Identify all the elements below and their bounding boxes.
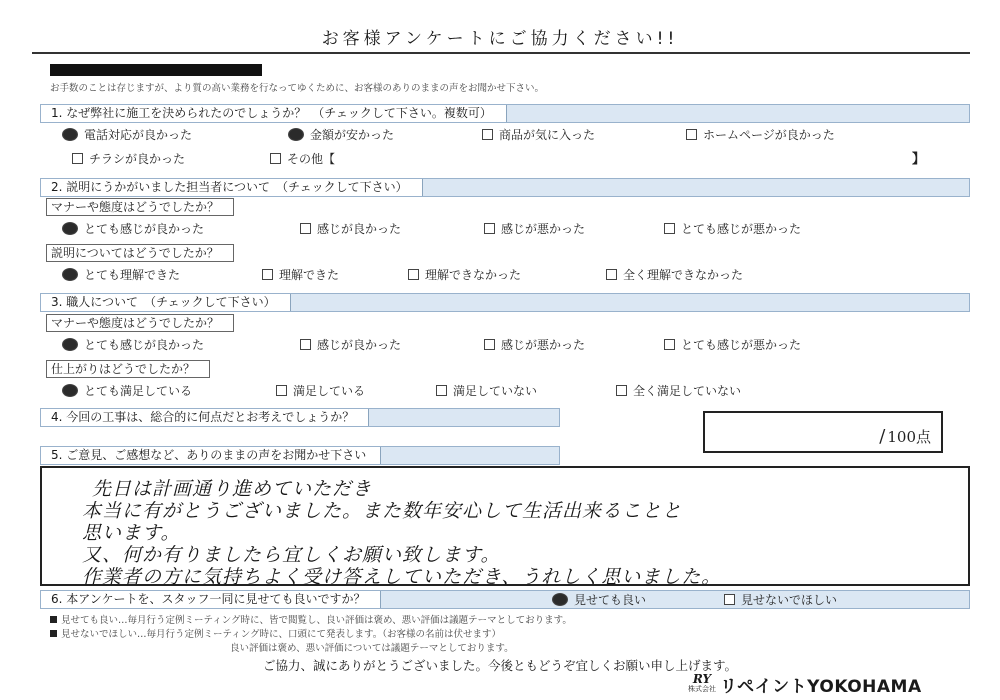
- section-3-header: [40, 293, 970, 312]
- option-label: とても理解できた: [84, 268, 181, 282]
- section-6-label: 6. 本アンケートを、スタッフ一同に見せても良いですか？: [41, 591, 381, 608]
- q2-explanation-option-4[interactable]: [606, 266, 743, 283]
- intro-text: お手数のことは存じますが、より質の高い業務を行なってゆくために、お客様のありのままの声をお聞かせ下さい。: [50, 83, 545, 94]
- section-4-label: 4. 今回の工事は、総合的に何点だとお考えでしょうか？: [41, 409, 369, 426]
- option-label: 見せても良い: [574, 593, 647, 607]
- q2-manner-option-3[interactable]: [484, 220, 585, 237]
- q1-option-price[interactable]: [288, 126, 394, 143]
- q2-explanation-option-1[interactable]: [62, 266, 180, 283]
- q1-option-label: 電話対応が良かった: [84, 128, 193, 142]
- checkbox-checked-icon[interactable]: [552, 593, 568, 606]
- q1-option-phone[interactable]: [62, 126, 192, 143]
- option-label: とても感じが悪かった: [681, 338, 802, 352]
- checkbox-icon[interactable]: [482, 129, 493, 140]
- handwritten-line-1: 先日は計画通り進めていただき: [92, 478, 373, 500]
- q2-explanation-subheading: 説明についてはどうでしたか？: [46, 244, 234, 262]
- option-label: とても感じが良かった: [84, 338, 205, 352]
- option-label: 感じが悪かった: [501, 338, 586, 352]
- score-slash: /: [879, 426, 886, 447]
- option-label: 感じが悪かった: [501, 222, 586, 236]
- checkbox-icon[interactable]: [724, 594, 735, 605]
- note-allow: [50, 612, 572, 626]
- q6-option-deny[interactable]: [724, 591, 837, 608]
- company-logo: [688, 672, 948, 696]
- logo-mark-text: RY: [692, 672, 712, 686]
- q6-option-allow[interactable]: [552, 591, 646, 608]
- score-input-box[interactable]: [703, 411, 943, 453]
- q3-finish-subheading: 仕上がりはどうでしたか？: [46, 360, 210, 378]
- checkbox-icon[interactable]: [300, 339, 311, 350]
- q3-finish-option-1[interactable]: [62, 382, 192, 399]
- logo-mark-sub: 株式会社: [688, 685, 716, 693]
- section-5-label: 5. ご意見、ご感想など、ありのままの声をお聞かせ下さい: [41, 447, 381, 464]
- q2-manner-subheading: マナーや態度はどうでしたか？: [46, 198, 234, 216]
- handwritten-line-4: 又、何か有りましたら宜しくお願い致します。: [82, 544, 501, 566]
- redacted-name-bar: [50, 64, 262, 76]
- checkbox-icon[interactable]: [664, 223, 675, 234]
- q1-option-label: その他【: [287, 152, 336, 166]
- q2-manner-option-2[interactable]: [300, 220, 401, 237]
- option-label: とても感じが良かった: [84, 222, 205, 236]
- option-label: とても満足している: [84, 384, 193, 398]
- checkbox-icon[interactable]: [616, 385, 627, 396]
- handwritten-line-5: 作業者の方に気持ちよく受け答えしていただき、うれしく思いました。: [82, 566, 722, 588]
- survey-title: お客様アンケートにご協力ください!!: [321, 29, 679, 49]
- q2-manner-option-4[interactable]: [664, 220, 801, 237]
- option-label: 全く満足していない: [633, 384, 742, 398]
- q1-option-label: ホームページが良かった: [703, 128, 835, 142]
- section-2-header: [40, 178, 970, 197]
- option-label: 理解できた: [279, 268, 340, 282]
- section-2-label: 2. 説明にうかがいました担当者について （チェックして下さい）: [41, 179, 423, 196]
- bullet-square-icon: [50, 630, 57, 637]
- checkbox-icon[interactable]: [436, 385, 447, 396]
- q1-option-label: チラシが良かった: [89, 152, 186, 166]
- checkbox-icon[interactable]: [262, 269, 273, 280]
- checkbox-checked-icon[interactable]: [62, 338, 78, 351]
- checkbox-icon[interactable]: [484, 339, 495, 350]
- option-label: 全く理解できなかった: [623, 268, 744, 282]
- section-5-header: [40, 446, 560, 465]
- section-3-label: 3. 職人について （チェックして下さい）: [41, 294, 291, 311]
- handwritten-line-2: 本当に有がとうございました。また数年安心して生活出来ることと: [82, 500, 683, 522]
- option-label: とても感じが悪かった: [681, 222, 802, 236]
- bullet-square-icon: [50, 616, 57, 623]
- checkbox-icon[interactable]: [686, 129, 697, 140]
- checkbox-icon[interactable]: [270, 153, 281, 164]
- checkbox-icon[interactable]: [300, 223, 311, 234]
- q3-manner-subheading: マナーや態度はどうでしたか？: [46, 314, 234, 332]
- company-name: リペイントYOKOHAMA: [720, 676, 922, 697]
- checkbox-checked-icon[interactable]: [288, 128, 304, 141]
- note-evaluation: 良い評価は褒め、悪い評価については議題テーマとしております。: [230, 643, 514, 654]
- checkbox-icon[interactable]: [408, 269, 419, 280]
- note-text: 見せないでほしい…毎月行う定例ミーティング時に、口頭にて発表します。（お客様の名前は伏せます）: [61, 629, 502, 640]
- checkbox-icon[interactable]: [484, 223, 495, 234]
- note-deny: [50, 626, 501, 640]
- option-label: 満足している: [293, 384, 366, 398]
- checkbox-icon[interactable]: [606, 269, 617, 280]
- company-logo-mark: [688, 674, 716, 694]
- option-label: 理解できなかった: [425, 268, 522, 282]
- section-1-label: 1. なぜ弊社に施工を決められたのでしょうか？ （チェックして下さい。複数可）: [41, 105, 507, 122]
- closing-message: ご協力、誠にありがとうございました。今後ともどうぞ宜しくお願い申し上げます。: [262, 658, 737, 673]
- q1-option-label: 金額が安かった: [310, 128, 395, 142]
- score-text: [879, 426, 931, 447]
- checkbox-icon[interactable]: [276, 385, 287, 396]
- note-text: 見せても良い…毎月行う定例ミーティング時に、皆で閲覧し、良い評価は褒め、悪い評価は議題テーマとしております。: [61, 615, 572, 626]
- option-label: 感じが良かった: [317, 222, 402, 236]
- q3-finish-option-3[interactable]: [436, 382, 537, 399]
- checkbox-checked-icon[interactable]: [62, 222, 78, 235]
- option-label: 見せないでほしい: [741, 593, 838, 607]
- q2-explanation-option-3[interactable]: [408, 266, 521, 283]
- q3-manner-option-2[interactable]: [300, 336, 401, 353]
- q1-option-other[interactable]: [270, 150, 335, 167]
- score-suffix: 100点: [887, 428, 931, 446]
- other-bracket-close: 】: [912, 152, 926, 167]
- q3-finish-option-4[interactable]: [616, 382, 741, 399]
- option-label: 感じが良かった: [317, 338, 402, 352]
- q1-option-label: 商品が気に入った: [499, 128, 596, 142]
- checkbox-icon[interactable]: [72, 153, 83, 164]
- checkbox-checked-icon[interactable]: [62, 128, 78, 141]
- q2-manner-option-1[interactable]: [62, 220, 204, 237]
- option-label: 満足していない: [453, 384, 538, 398]
- q1-option-product[interactable]: [482, 126, 595, 143]
- checkbox-icon[interactable]: [664, 339, 675, 350]
- q2-explanation-option-2[interactable]: [262, 266, 339, 283]
- section-1-header: [40, 104, 970, 123]
- section-4-header: [40, 408, 560, 427]
- q3-finish-option-2[interactable]: [276, 382, 365, 399]
- checkbox-checked-icon[interactable]: [62, 268, 78, 281]
- title-divider: [32, 52, 970, 54]
- q3-manner-option-3[interactable]: [484, 336, 585, 353]
- q1-option-homepage[interactable]: [686, 126, 835, 143]
- q3-manner-option-1[interactable]: [62, 336, 204, 353]
- handwritten-line-3: 思います。: [82, 522, 181, 544]
- q3-manner-option-4[interactable]: [664, 336, 801, 353]
- checkbox-checked-icon[interactable]: [62, 384, 78, 397]
- q1-option-flyer[interactable]: [72, 150, 185, 167]
